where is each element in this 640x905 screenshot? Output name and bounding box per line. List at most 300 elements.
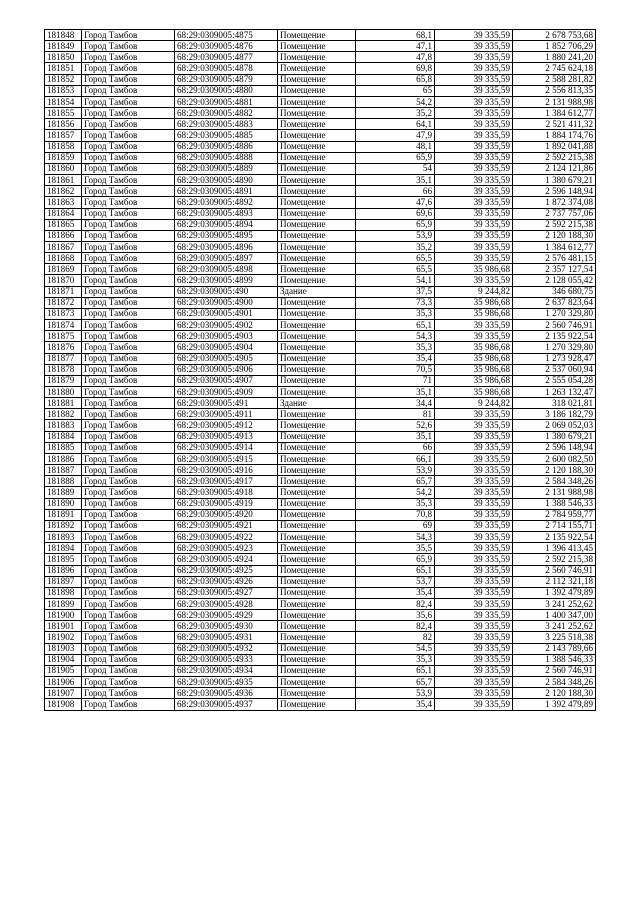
- unit-value-cell: 35 986,68: [435, 342, 513, 353]
- locality-cell: Город Тамбов: [82, 398, 175, 409]
- cadastral-number-cell: 68:29:0309005:490: [175, 286, 278, 297]
- unit-value-cell: 39 335,59: [435, 688, 513, 699]
- table-row: [45, 275, 596, 286]
- area-cell: 66: [356, 442, 435, 453]
- area-cell: 69,8: [356, 63, 435, 74]
- cadastral-value-cell: 1 380 679,21: [513, 175, 596, 186]
- cadastral-value-cell: 2 737 757,06: [513, 208, 596, 219]
- unit-value-cell: 39 335,59: [435, 85, 513, 96]
- unit-value-cell: 39 335,59: [435, 119, 513, 130]
- cadastral-value-cell: 2 069 052,03: [513, 420, 596, 431]
- area-cell: 47,8: [356, 52, 435, 63]
- area-cell: 47,6: [356, 197, 435, 208]
- row-number-cell: 181860: [45, 163, 82, 174]
- area-cell: 47,9: [356, 130, 435, 141]
- row-number-cell: 181857: [45, 130, 82, 141]
- table-row: [45, 331, 596, 342]
- unit-value-cell: 39 335,59: [435, 621, 513, 632]
- table-row: [45, 554, 596, 565]
- area-cell: 65,8: [356, 74, 435, 85]
- object-type-cell: Помещение: [278, 364, 356, 375]
- table-row: [45, 565, 596, 576]
- locality-cell: Город Тамбов: [82, 175, 175, 186]
- unit-value-cell: 39 335,59: [435, 610, 513, 621]
- cadastral-value-cell: 2 556 813,35: [513, 85, 596, 96]
- locality-cell: Город Тамбов: [82, 375, 175, 386]
- row-number-cell: 181881: [45, 398, 82, 409]
- unit-value-cell: 39 335,59: [435, 230, 513, 241]
- object-type-cell: Помещение: [278, 688, 356, 699]
- object-type-cell: Помещение: [278, 487, 356, 498]
- locality-cell: Город Тамбов: [82, 74, 175, 85]
- unit-value-cell: 35 986,68: [435, 364, 513, 375]
- object-type-cell: Помещение: [278, 130, 356, 141]
- row-number-cell: 181895: [45, 554, 82, 565]
- row-number-cell: 181884: [45, 431, 82, 442]
- cadastral-value-cell: 2 600 082,50: [513, 453, 596, 464]
- table-row: [45, 509, 596, 520]
- cadastral-number-cell: 68:29:0309005:4893: [175, 208, 278, 219]
- unit-value-cell: 39 335,59: [435, 241, 513, 252]
- row-number-cell: 181886: [45, 453, 82, 464]
- cadastral-value-cell: 2 745 624,18: [513, 63, 596, 74]
- cadastral-value-cell: 2 714 155,71: [513, 520, 596, 531]
- unit-value-cell: 39 335,59: [435, 665, 513, 676]
- locality-cell: Город Тамбов: [82, 453, 175, 464]
- locality-cell: Город Тамбов: [82, 141, 175, 152]
- cadastral-number-cell: 68:29:0309005:4927: [175, 587, 278, 598]
- row-number-cell: 181868: [45, 253, 82, 264]
- locality-cell: Город Тамбов: [82, 353, 175, 364]
- cadastral-number-cell: 68:29:0309005:4903: [175, 331, 278, 342]
- object-type-cell: Помещение: [278, 610, 356, 621]
- cadastral-value-cell: 2 592 215,38: [513, 219, 596, 230]
- cadastral-value-cell: 3 241 252,62: [513, 598, 596, 609]
- locality-cell: Город Тамбов: [82, 208, 175, 219]
- cadastral-value-cell: 3 241 252,62: [513, 621, 596, 632]
- table-row: [45, 320, 596, 331]
- table-row: [45, 297, 596, 308]
- table-row: [45, 643, 596, 654]
- area-cell: 53,9: [356, 230, 435, 241]
- object-type-cell: Помещение: [278, 665, 356, 676]
- unit-value-cell: 39 335,59: [435, 63, 513, 74]
- cadastral-value-cell: 2 124 121,86: [513, 163, 596, 174]
- object-type-cell: Помещение: [278, 598, 356, 609]
- cadastral-value-cell: 1 384 612,77: [513, 241, 596, 252]
- row-number-cell: 181897: [45, 576, 82, 587]
- area-cell: 35,2: [356, 241, 435, 252]
- cadastral-number-cell: 68:29:0309005:4905: [175, 353, 278, 364]
- locality-cell: Город Тамбов: [82, 241, 175, 252]
- locality-cell: Город Тамбов: [82, 264, 175, 275]
- cadastral-value-cell: 1 392 479,89: [513, 587, 596, 598]
- unit-value-cell: 35 986,68: [435, 308, 513, 319]
- table-row: [45, 253, 596, 264]
- locality-cell: Город Тамбов: [82, 219, 175, 230]
- unit-value-cell: 39 335,59: [435, 420, 513, 431]
- row-number-cell: 181882: [45, 409, 82, 420]
- locality-cell: Город Тамбов: [82, 465, 175, 476]
- cadastral-number-cell: 68:29:0309005:4909: [175, 387, 278, 398]
- area-cell: 65,7: [356, 476, 435, 487]
- row-number-cell: 181876: [45, 342, 82, 353]
- table-row: [45, 520, 596, 531]
- locality-cell: Город Тамбов: [82, 532, 175, 543]
- cadastral-number-cell: 68:29:0309005:4920: [175, 509, 278, 520]
- area-cell: 37,5: [356, 286, 435, 297]
- row-number-cell: 181871: [45, 286, 82, 297]
- cadastral-value-cell: 1 273 928,47: [513, 353, 596, 364]
- area-cell: 47,1: [356, 41, 435, 52]
- unit-value-cell: 39 335,59: [435, 141, 513, 152]
- locality-cell: Город Тамбов: [82, 186, 175, 197]
- cadastral-number-cell: 68:29:0309005:4930: [175, 621, 278, 632]
- area-cell: 65,7: [356, 677, 435, 688]
- unit-value-cell: 39 335,59: [435, 498, 513, 509]
- object-type-cell: Помещение: [278, 74, 356, 85]
- row-number-cell: 181888: [45, 476, 82, 487]
- cadastral-value-cell: 2 131 988,98: [513, 96, 596, 107]
- table-row: [45, 96, 596, 107]
- cadastral-value-cell: 2 120 188,30: [513, 688, 596, 699]
- locality-cell: Город Тамбов: [82, 632, 175, 643]
- cadastral-number-cell: 68:29:0309005:4889: [175, 163, 278, 174]
- table-row: [45, 576, 596, 587]
- object-type-cell: Помещение: [278, 476, 356, 487]
- area-cell: 48,1: [356, 141, 435, 152]
- cadastral-value-cell: 3 225 518,38: [513, 632, 596, 643]
- cadastral-number-cell: 68:29:0309005:4900: [175, 297, 278, 308]
- area-cell: 35,3: [356, 342, 435, 353]
- object-type-cell: Помещение: [278, 108, 356, 119]
- cadastral-number-cell: 68:29:0309005:4895: [175, 230, 278, 241]
- object-type-cell: Помещение: [278, 442, 356, 453]
- locality-cell: Город Тамбов: [82, 565, 175, 576]
- row-number-cell: 181883: [45, 420, 82, 431]
- cadastral-value-cell: 2 576 481,15: [513, 253, 596, 264]
- table-body: [45, 30, 596, 711]
- area-cell: 65,5: [356, 253, 435, 264]
- table-row: [45, 175, 596, 186]
- locality-cell: Город Тамбов: [82, 308, 175, 319]
- object-type-cell: Помещение: [278, 576, 356, 587]
- row-number-cell: 181885: [45, 442, 82, 453]
- unit-value-cell: 35 986,68: [435, 264, 513, 275]
- row-number-cell: 181862: [45, 186, 82, 197]
- table-row: [45, 688, 596, 699]
- cadastral-number-cell: 68:29:0309005:4912: [175, 420, 278, 431]
- table-row: [45, 342, 596, 353]
- table-row: [45, 487, 596, 498]
- object-type-cell: Помещение: [278, 30, 356, 41]
- area-cell: 34,4: [356, 398, 435, 409]
- cadastral-value-cell: 2 596 148,94: [513, 442, 596, 453]
- table-row: [45, 431, 596, 442]
- row-number-cell: 181858: [45, 141, 82, 152]
- unit-value-cell: 39 335,59: [435, 654, 513, 665]
- cadastral-number-cell: 68:29:0309005:4901: [175, 308, 278, 319]
- locality-cell: Город Тамбов: [82, 30, 175, 41]
- area-cell: 81: [356, 409, 435, 420]
- area-cell: 35,5: [356, 543, 435, 554]
- locality-cell: Город Тамбов: [82, 543, 175, 554]
- cadastral-value-cell: 2 537 060,94: [513, 364, 596, 375]
- object-type-cell: Помещение: [278, 219, 356, 230]
- cadastral-value-cell: 2 637 823,64: [513, 297, 596, 308]
- cadastral-number-cell: 68:29:0309005:4877: [175, 52, 278, 63]
- table-row: [45, 152, 596, 163]
- table-row: [45, 398, 596, 409]
- cadastral-value-cell: 1 884 174,76: [513, 130, 596, 141]
- object-type-cell: Помещение: [278, 387, 356, 398]
- cadastral-value-cell: 2 357 127,54: [513, 264, 596, 275]
- cadastral-value-cell: 2 584 348,26: [513, 677, 596, 688]
- cadastral-value-cell: 2 135 922,54: [513, 532, 596, 543]
- cadastral-number-cell: 68:29:0309005:4924: [175, 554, 278, 565]
- object-type-cell: Помещение: [278, 331, 356, 342]
- row-number-cell: 181903: [45, 643, 82, 654]
- cadastral-value-cell: 1 380 679,21: [513, 431, 596, 442]
- unit-value-cell: 39 335,59: [435, 130, 513, 141]
- table-row: [45, 41, 596, 52]
- object-type-cell: Помещение: [278, 587, 356, 598]
- locality-cell: Город Тамбов: [82, 130, 175, 141]
- locality-cell: Город Тамбов: [82, 286, 175, 297]
- unit-value-cell: 39 335,59: [435, 409, 513, 420]
- cadastral-number-cell: 68:29:0309005:4914: [175, 442, 278, 453]
- cadastral-number-cell: 68:29:0309005:4883: [175, 119, 278, 130]
- cadastral-number-cell: 68:29:0309005:4925: [175, 565, 278, 576]
- cadastral-number-cell: 68:29:0309005:491: [175, 398, 278, 409]
- locality-cell: Город Тамбов: [82, 275, 175, 286]
- object-type-cell: Помещение: [278, 699, 356, 710]
- locality-cell: Город Тамбов: [82, 152, 175, 163]
- row-number-cell: 181864: [45, 208, 82, 219]
- row-number-cell: 181906: [45, 677, 82, 688]
- cadastral-value-cell: 2 120 188,30: [513, 230, 596, 241]
- cadastral-value-cell: 1 270 329,80: [513, 308, 596, 319]
- cadastral-number-cell: 68:29:0309005:4902: [175, 320, 278, 331]
- row-number-cell: 181867: [45, 241, 82, 252]
- table-row: [45, 621, 596, 632]
- unit-value-cell: 39 335,59: [435, 30, 513, 41]
- cadastral-number-cell: 68:29:0309005:4875: [175, 30, 278, 41]
- locality-cell: Город Тамбов: [82, 654, 175, 665]
- object-type-cell: Помещение: [278, 275, 356, 286]
- locality-cell: Город Тамбов: [82, 431, 175, 442]
- locality-cell: Город Тамбов: [82, 409, 175, 420]
- cadastral-number-cell: 68:29:0309005:4932: [175, 643, 278, 654]
- area-cell: 35,4: [356, 587, 435, 598]
- unit-value-cell: 39 335,59: [435, 476, 513, 487]
- area-cell: 65,1: [356, 565, 435, 576]
- cadastral-number-cell: 68:29:0309005:4890: [175, 175, 278, 186]
- area-cell: 65,5: [356, 264, 435, 275]
- cadastral-number-cell: 68:29:0309005:4916: [175, 465, 278, 476]
- cadastral-value-cell: 1 852 706,29: [513, 41, 596, 52]
- cadastral-value-cell: 2 584 348,26: [513, 476, 596, 487]
- table-row: [45, 30, 596, 41]
- row-number-cell: 181900: [45, 610, 82, 621]
- row-number-cell: 181898: [45, 587, 82, 598]
- object-type-cell: Помещение: [278, 163, 356, 174]
- object-type-cell: Помещение: [278, 264, 356, 275]
- row-number-cell: 181875: [45, 331, 82, 342]
- row-number-cell: 181901: [45, 621, 82, 632]
- cadastral-value-cell: 2 560 746,91: [513, 565, 596, 576]
- cadastral-number-cell: 68:29:0309005:4918: [175, 487, 278, 498]
- cadastral-number-cell: 68:29:0309005:4896: [175, 241, 278, 252]
- table-row: [45, 587, 596, 598]
- locality-cell: Город Тамбов: [82, 197, 175, 208]
- row-number-cell: 181896: [45, 565, 82, 576]
- cadastral-value-cell: 2 555 054,28: [513, 375, 596, 386]
- locality-cell: Город Тамбов: [82, 643, 175, 654]
- row-number-cell: 181863: [45, 197, 82, 208]
- cadastral-number-cell: 68:29:0309005:4922: [175, 532, 278, 543]
- cadastral-number-cell: 68:29:0309005:4891: [175, 186, 278, 197]
- row-number-cell: 181877: [45, 353, 82, 364]
- object-type-cell: Помещение: [278, 85, 356, 96]
- row-number-cell: 181880: [45, 387, 82, 398]
- locality-cell: Город Тамбов: [82, 163, 175, 174]
- locality-cell: Город Тамбов: [82, 677, 175, 688]
- locality-cell: Город Тамбов: [82, 509, 175, 520]
- unit-value-cell: 39 335,59: [435, 331, 513, 342]
- unit-value-cell: 39 335,59: [435, 108, 513, 119]
- unit-value-cell: 39 335,59: [435, 52, 513, 63]
- area-cell: 70,5: [356, 364, 435, 375]
- unit-value-cell: 39 335,59: [435, 532, 513, 543]
- cadastral-value-cell: 2 112 321,18: [513, 576, 596, 587]
- unit-value-cell: 39 335,59: [435, 186, 513, 197]
- row-number-cell: 181861: [45, 175, 82, 186]
- object-type-cell: Помещение: [278, 409, 356, 420]
- row-number-cell: 181856: [45, 119, 82, 130]
- area-cell: 35,1: [356, 431, 435, 442]
- table-row: [45, 52, 596, 63]
- object-type-cell: Помещение: [278, 175, 356, 186]
- table-row: [45, 219, 596, 230]
- unit-value-cell: 39 335,59: [435, 74, 513, 85]
- locality-cell: Город Тамбов: [82, 108, 175, 119]
- cadastral-number-cell: 68:29:0309005:4906: [175, 364, 278, 375]
- cadastral-number-cell: 68:29:0309005:4876: [175, 41, 278, 52]
- object-type-cell: Помещение: [278, 453, 356, 464]
- table-row: [45, 286, 596, 297]
- cadastral-value-cell: 346 680,75: [513, 286, 596, 297]
- area-cell: 70,8: [356, 509, 435, 520]
- area-cell: 54,3: [356, 331, 435, 342]
- row-number-cell: 181851: [45, 63, 82, 74]
- table-row: [45, 476, 596, 487]
- cadastral-value-cell: 2 596 148,94: [513, 186, 596, 197]
- area-cell: 53,9: [356, 465, 435, 476]
- unit-value-cell: 39 335,59: [435, 152, 513, 163]
- area-cell: 54,2: [356, 96, 435, 107]
- row-number-cell: 181899: [45, 598, 82, 609]
- area-cell: 53,7: [356, 576, 435, 587]
- object-type-cell: Помещение: [278, 632, 356, 643]
- row-number-cell: 181873: [45, 308, 82, 319]
- object-type-cell: Помещение: [278, 498, 356, 509]
- row-number-cell: 181872: [45, 297, 82, 308]
- table-row: [45, 654, 596, 665]
- row-number-cell: 181891: [45, 509, 82, 520]
- table-row: [45, 498, 596, 509]
- locality-cell: Город Тамбов: [82, 576, 175, 587]
- cadastral-value-cell: 1 263 132,47: [513, 387, 596, 398]
- table-row: [45, 241, 596, 252]
- cadastral-number-cell: 68:29:0309005:4897: [175, 253, 278, 264]
- locality-cell: Город Тамбов: [82, 476, 175, 487]
- area-cell: 65: [356, 85, 435, 96]
- row-number-cell: 181908: [45, 699, 82, 710]
- area-cell: 52,6: [356, 420, 435, 431]
- table-row: [45, 63, 596, 74]
- row-number-cell: 181848: [45, 30, 82, 41]
- cadastral-value-cell: 2 560 746,91: [513, 665, 596, 676]
- object-type-cell: Помещение: [278, 677, 356, 688]
- unit-value-cell: 39 335,59: [435, 96, 513, 107]
- object-type-cell: Помещение: [278, 342, 356, 353]
- area-cell: 35,2: [356, 108, 435, 119]
- object-type-cell: Помещение: [278, 621, 356, 632]
- object-type-cell: Помещение: [278, 186, 356, 197]
- cadastral-value-cell: 2 784 959,77: [513, 509, 596, 520]
- object-type-cell: Помещение: [278, 465, 356, 476]
- cadastral-value-cell: 2 592 215,38: [513, 554, 596, 565]
- table-row: [45, 353, 596, 364]
- cadastral-value-cell: 2 588 281,82: [513, 74, 596, 85]
- locality-cell: Город Тамбов: [82, 442, 175, 453]
- area-cell: 35,1: [356, 175, 435, 186]
- cadastral-value-cell: 1 384 612,77: [513, 108, 596, 119]
- object-type-cell: Помещение: [278, 119, 356, 130]
- locality-cell: Город Тамбов: [82, 342, 175, 353]
- row-number-cell: 181893: [45, 532, 82, 543]
- area-cell: 35,4: [356, 353, 435, 364]
- unit-value-cell: 39 335,59: [435, 431, 513, 442]
- cadastral-number-cell: 68:29:0309005:4885: [175, 130, 278, 141]
- cadastral-value-cell: 1 892 041,88: [513, 141, 596, 152]
- unit-value-cell: 9 244,82: [435, 286, 513, 297]
- cadastral-number-cell: 68:29:0309005:4881: [175, 96, 278, 107]
- cadastral-number-cell: 68:29:0309005:4880: [175, 85, 278, 96]
- cadastral-value-cell: 1 396 413,45: [513, 543, 596, 554]
- locality-cell: Город Тамбов: [82, 598, 175, 609]
- cadastral-number-cell: 68:29:0309005:4928: [175, 598, 278, 609]
- unit-value-cell: 9 244,82: [435, 398, 513, 409]
- area-cell: 69,6: [356, 208, 435, 219]
- area-cell: 35,6: [356, 610, 435, 621]
- unit-value-cell: 39 335,59: [435, 643, 513, 654]
- cadastral-value-cell: 1 392 479,89: [513, 699, 596, 710]
- cadastral-number-cell: 68:29:0309005:4878: [175, 63, 278, 74]
- row-number-cell: 181907: [45, 688, 82, 699]
- table-row: [45, 141, 596, 152]
- object-type-cell: Помещение: [278, 565, 356, 576]
- unit-value-cell: 39 335,59: [435, 197, 513, 208]
- locality-cell: Город Тамбов: [82, 331, 175, 342]
- cadastral-value-cell: 2 131 988,98: [513, 487, 596, 498]
- locality-cell: Город Тамбов: [82, 688, 175, 699]
- table-row: [45, 186, 596, 197]
- locality-cell: Город Тамбов: [82, 119, 175, 130]
- locality-cell: Город Тамбов: [82, 85, 175, 96]
- cadastral-value-cell: 2 560 746,91: [513, 320, 596, 331]
